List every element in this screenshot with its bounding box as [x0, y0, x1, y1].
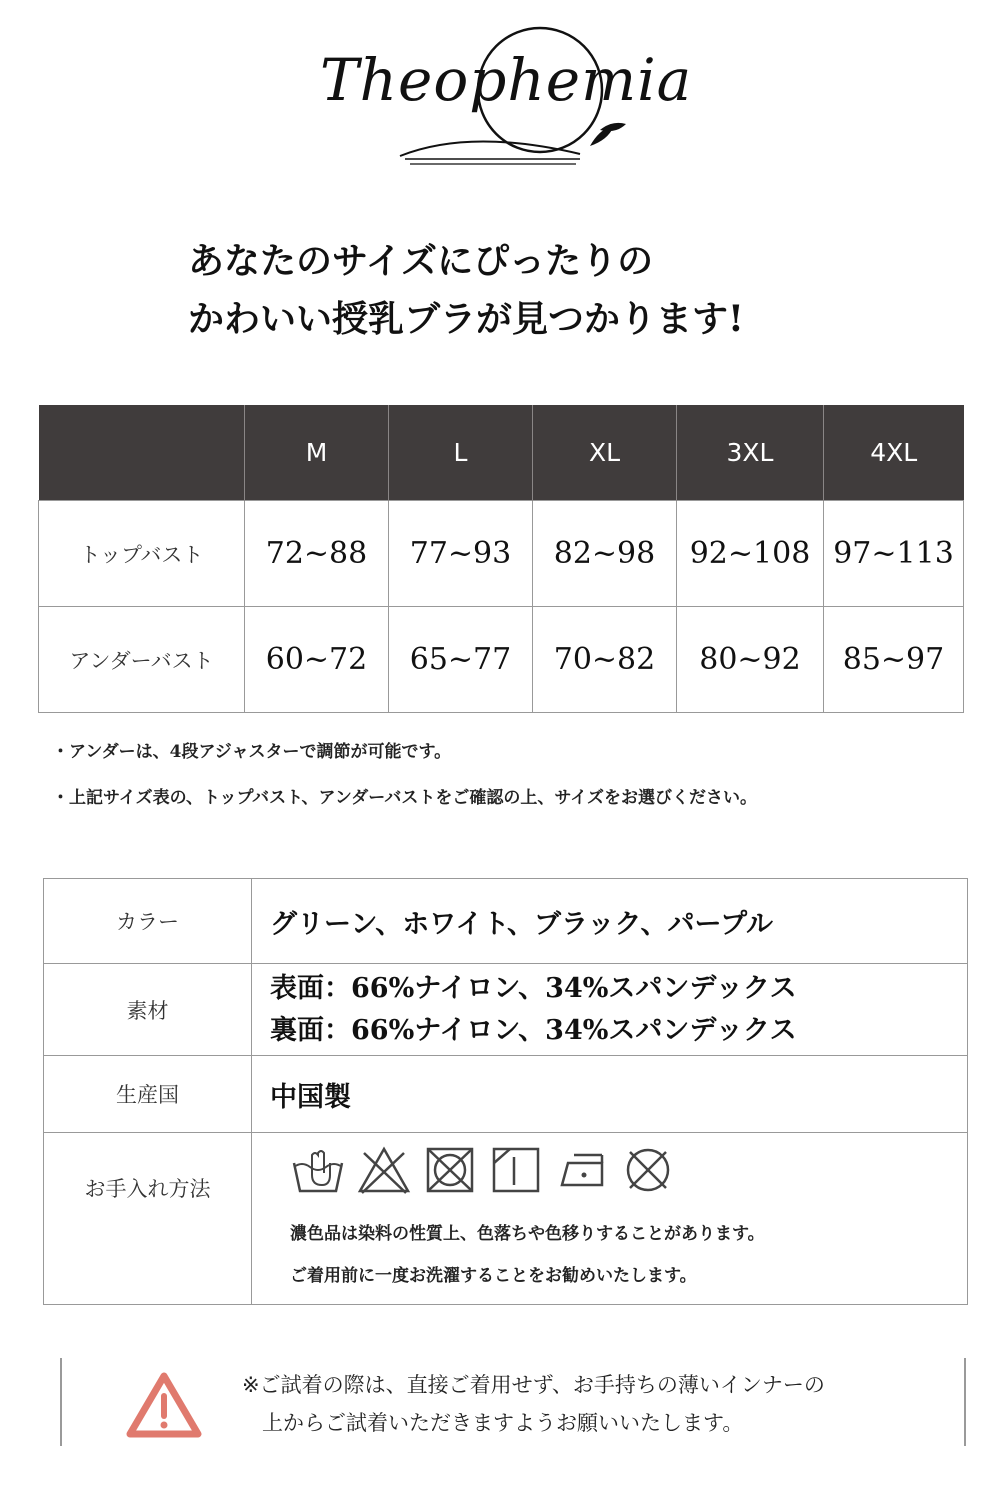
- caution-line-2: 上からご試着いただきますようお願いいたします。: [262, 1411, 744, 1435]
- caution-line-1: ※ご試着の際は、直接ご着用せず、お手持ちの薄いインナーの: [242, 1373, 825, 1397]
- spec-value-material: [252, 964, 968, 1056]
- warning-triangle-icon: [124, 1370, 204, 1440]
- hand-wash-icon: [290, 1145, 346, 1195]
- under-bust-3xl: 80~92: [677, 607, 824, 713]
- size-table: [38, 405, 964, 713]
- material-surface: 表面：66%ナイロン、34%スパンデックス: [270, 972, 797, 1004]
- size-notes: [52, 735, 952, 827]
- under-bust-m: 60~72: [245, 607, 389, 713]
- logo-wordmark: Theophemia: [320, 46, 693, 114]
- size-header-blank: [39, 405, 245, 501]
- headline-line-2: かわいい授乳ブラが見つかります!: [188, 298, 744, 340]
- spec-label-origin: 生産国: [44, 1056, 252, 1133]
- note-select-size: ・上記サイズ表の、トップバスト、アンダーバストをご確認の上、サイズをお選びください。: [52, 788, 757, 808]
- spec-label-material: 素材: [44, 964, 252, 1056]
- low-iron-icon: [554, 1145, 610, 1195]
- row-label-top-bust: トップバスト: [39, 501, 245, 607]
- headline: [188, 232, 908, 348]
- spec-value-origin: 中国製: [252, 1056, 968, 1133]
- care-icons: [290, 1145, 966, 1195]
- top-bust-m: 72~88: [245, 501, 389, 607]
- table-row-top-bust: [39, 501, 964, 607]
- size-header-xl: XL: [533, 405, 677, 501]
- care-note-1: 濃色品は染料の性質上、色落ちや色移りすることがあります。: [290, 1223, 765, 1244]
- spec-row-care: [44, 1133, 968, 1305]
- spec-value-color: グリーン、ホワイト、ブラック、パープル: [252, 879, 968, 964]
- no-dry-clean-icon: [620, 1145, 676, 1195]
- brand-logo: [300, 18, 693, 178]
- no-bleach-icon: [356, 1145, 412, 1195]
- spec-table: [43, 878, 968, 1305]
- row-label-under-bust: アンダーバスト: [39, 607, 245, 713]
- care-note-2: ご着用前に一度お洗濯することをお勧めいたします。: [290, 1265, 697, 1286]
- under-bust-4xl: 85~97: [824, 607, 964, 713]
- note-adjuster: ・アンダーは、4段アジャスターで調節が可能です。: [52, 742, 452, 762]
- spec-row-material: [44, 964, 968, 1056]
- spec-row-origin: [44, 1056, 968, 1133]
- size-header-row: [39, 405, 964, 501]
- spec-row-color: [44, 879, 968, 964]
- top-bust-xl: 82~98: [533, 501, 677, 607]
- headline-line-1: あなたのサイズにぴったりの: [188, 240, 654, 282]
- table-row-under-bust: [39, 607, 964, 713]
- size-header-3xl: 3XL: [677, 405, 824, 501]
- top-bust-l: 77~93: [389, 501, 533, 607]
- size-header-m: M: [245, 405, 389, 501]
- under-bust-l: 65~77: [389, 607, 533, 713]
- drip-dry-icon: [488, 1145, 544, 1195]
- top-bust-4xl: 97~113: [824, 501, 964, 607]
- caution-text: [242, 1366, 825, 1442]
- spec-value-care: [252, 1133, 968, 1305]
- under-bust-xl: 70~82: [533, 607, 677, 713]
- top-bust-3xl: 92~108: [677, 501, 824, 607]
- no-tumble-dry-icon: [422, 1145, 478, 1195]
- spec-label-color: カラー: [44, 879, 252, 964]
- spec-label-care: お手入れ方法: [44, 1133, 252, 1305]
- caution-box: [60, 1358, 966, 1446]
- size-header-l: L: [389, 405, 533, 501]
- size-header-4xl: 4XL: [824, 405, 964, 501]
- material-lining: 裏面：66%ナイロン、34%スパンデックス: [270, 1014, 797, 1046]
